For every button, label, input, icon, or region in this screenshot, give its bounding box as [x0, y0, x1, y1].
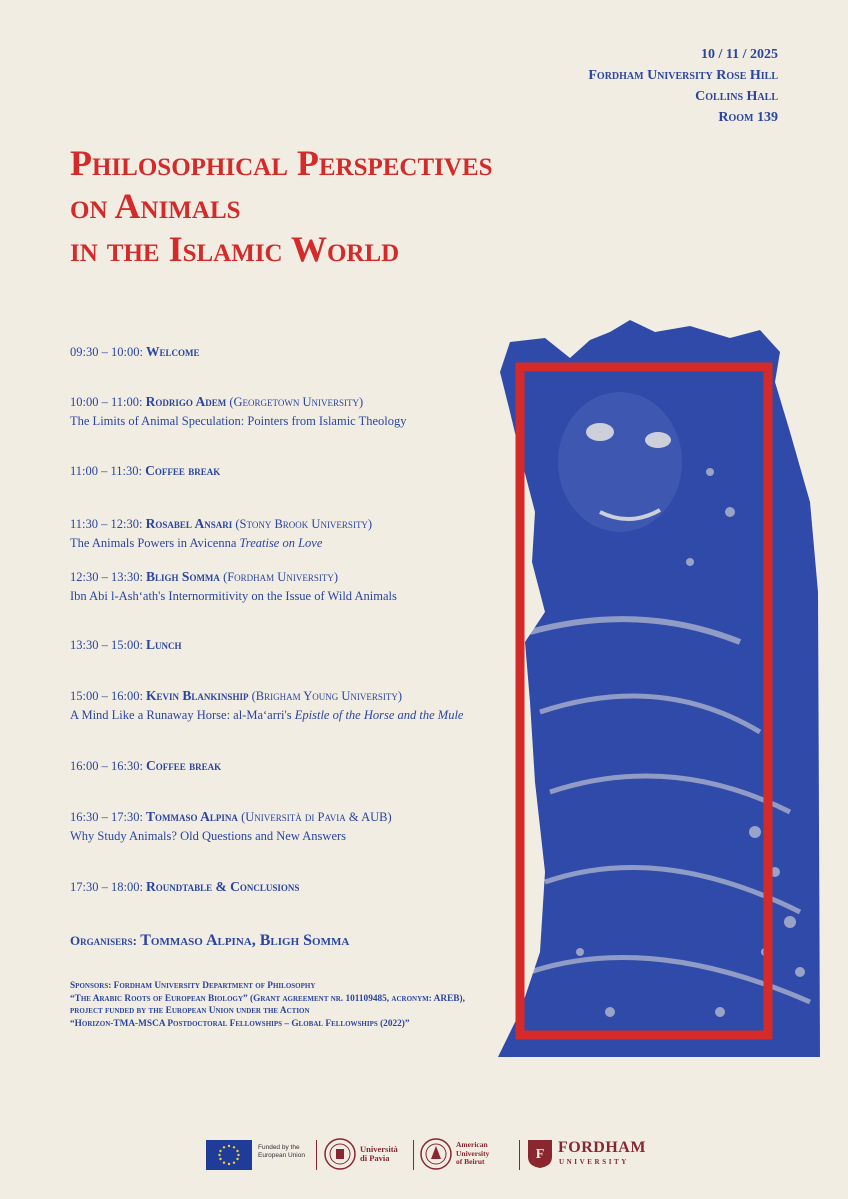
sponsors: [70, 980, 510, 1030]
item-talk: The Limits of Animal Speculation: Pointers from Islamic Theology: [70, 414, 407, 428]
item-speaker: Bligh Somma: [146, 569, 220, 584]
fordham-name: FORDHAM: [558, 1139, 646, 1156]
schedule-item: [70, 877, 540, 897]
item-time: 10:00 – 11:00:: [70, 395, 143, 409]
title-line-3: in the Islamic World: [70, 229, 400, 269]
item-talk-italic: Treatise on Love: [239, 536, 323, 550]
item-affiliation: (Brigham Young University): [251, 689, 403, 703]
item-time: 13:30 – 15:00:: [70, 638, 143, 652]
logo-divider: [413, 1140, 414, 1170]
title-line-1: Philosophical Perspectives: [70, 143, 493, 183]
svg-text:F: F: [535, 1147, 545, 1162]
item-title: Coffee break: [145, 463, 221, 478]
eu-funding-text: Funded by the European Union: [258, 1144, 305, 1159]
event-date: 10 / 11 / 2025: [700, 47, 778, 62]
item-time: 16:30 – 17:30:: [70, 810, 143, 824]
schedule-item: [70, 807, 540, 846]
event-details: [588, 44, 778, 128]
event-building: Collins Hall: [695, 89, 778, 104]
item-affiliation: (Fordham University): [223, 570, 338, 584]
sponsors-line-4: “Horizon-TMA-MSCA Postdoctoral Fellowships – Global Fellowships (2022)”: [70, 1018, 410, 1029]
schedule-item: [70, 756, 540, 776]
sponsors-line-2: “The Arabic Roots of European Biology” (Grant agreement nr. 101109485, acronym: AREB),: [70, 993, 465, 1004]
item-speaker: Rodrigo Adem: [145, 394, 227, 409]
organisers-label: Organisers:: [70, 933, 137, 948]
schedule-item: [70, 567, 540, 606]
aub-name-line-1: American: [456, 1140, 488, 1149]
item-speaker: Kevin Blankinship: [146, 688, 249, 703]
item-speaker: Rosabel Ansari: [145, 516, 233, 531]
pavia-name: [360, 1145, 398, 1163]
item-talk: The Animals Powers in Avicenna: [70, 536, 237, 550]
item-talk-italic: Epistle of the Horse and the Mule: [294, 708, 464, 722]
item-time: 11:00 – 11:30:: [70, 464, 142, 478]
aub-seal-icon: [420, 1137, 452, 1171]
sponsors-line-1: Sponsors: Fordham University Department of Philosophy: [70, 981, 316, 991]
sponsors-line-3: project funded by the European Union under the Action: [70, 1006, 310, 1016]
item-talk: Ibn Abi l-Ash‘ath's Internormitivity on the Issue of Wild Animals: [70, 589, 397, 603]
item-title: Lunch: [146, 637, 182, 652]
schedule-item: [70, 461, 540, 481]
aub-name-line-3: of Beirut: [456, 1157, 485, 1166]
organisers: [70, 932, 349, 950]
item-time: 09:30 – 10:00:: [70, 345, 143, 359]
item-title: Roundtable & Conclusions: [146, 879, 300, 894]
event-venue: Fordham University Rose Hill: [588, 68, 778, 83]
item-title: Coffee break: [146, 758, 222, 773]
schedule-item: [70, 514, 540, 553]
sponsor-logos: [206, 1136, 656, 1172]
item-time: 15:00 – 16:00:: [70, 689, 143, 703]
aub-name-line-2: University: [456, 1148, 490, 1158]
title-line-2: on Animals: [70, 186, 241, 226]
pavia-seal-icon: [324, 1137, 356, 1171]
item-time: 17:30 – 18:00:: [70, 880, 143, 894]
item-title: Welcome: [146, 344, 200, 359]
fordham-shield-icon: [527, 1139, 553, 1169]
organisers-names: Tommaso Alpina, Bligh Somma: [140, 932, 350, 949]
eu-flag-icon: [206, 1140, 252, 1170]
item-time: 16:00 – 16:30:: [70, 759, 143, 773]
fordham-subtitle: UNIVERSITY: [559, 1158, 629, 1166]
pavia-name-line-2: di Pavia: [360, 1153, 390, 1163]
schedule-item: [70, 342, 540, 362]
aub-name: [456, 1141, 489, 1167]
schedule-item: [70, 686, 540, 725]
item-talk: A Mind Like a Runaway Horse: al-Ma‘arri's: [70, 708, 292, 722]
item-time: 12:30 – 13:30:: [70, 570, 143, 584]
item-speaker: Tommaso Alpina: [146, 809, 238, 824]
item-time: 11:30 – 12:30:: [70, 517, 143, 531]
item-affiliation: (Georgetown University): [229, 395, 364, 409]
cheetah-illustration: [490, 312, 820, 1057]
schedule-item: [70, 635, 540, 655]
event-room: Room 139: [718, 110, 778, 125]
schedule-item: [70, 392, 540, 431]
item-affiliation: (Università di Pavia & AUB): [241, 810, 392, 824]
logo-divider: [316, 1140, 317, 1170]
item-talk: Why Study Animals? Old Questions and New Answers: [70, 829, 347, 843]
pavia-name-line-1: Università: [360, 1144, 398, 1154]
poster-title: [70, 142, 690, 271]
item-affiliation: (Stony Brook University): [235, 517, 373, 531]
logo-divider: [519, 1140, 520, 1170]
